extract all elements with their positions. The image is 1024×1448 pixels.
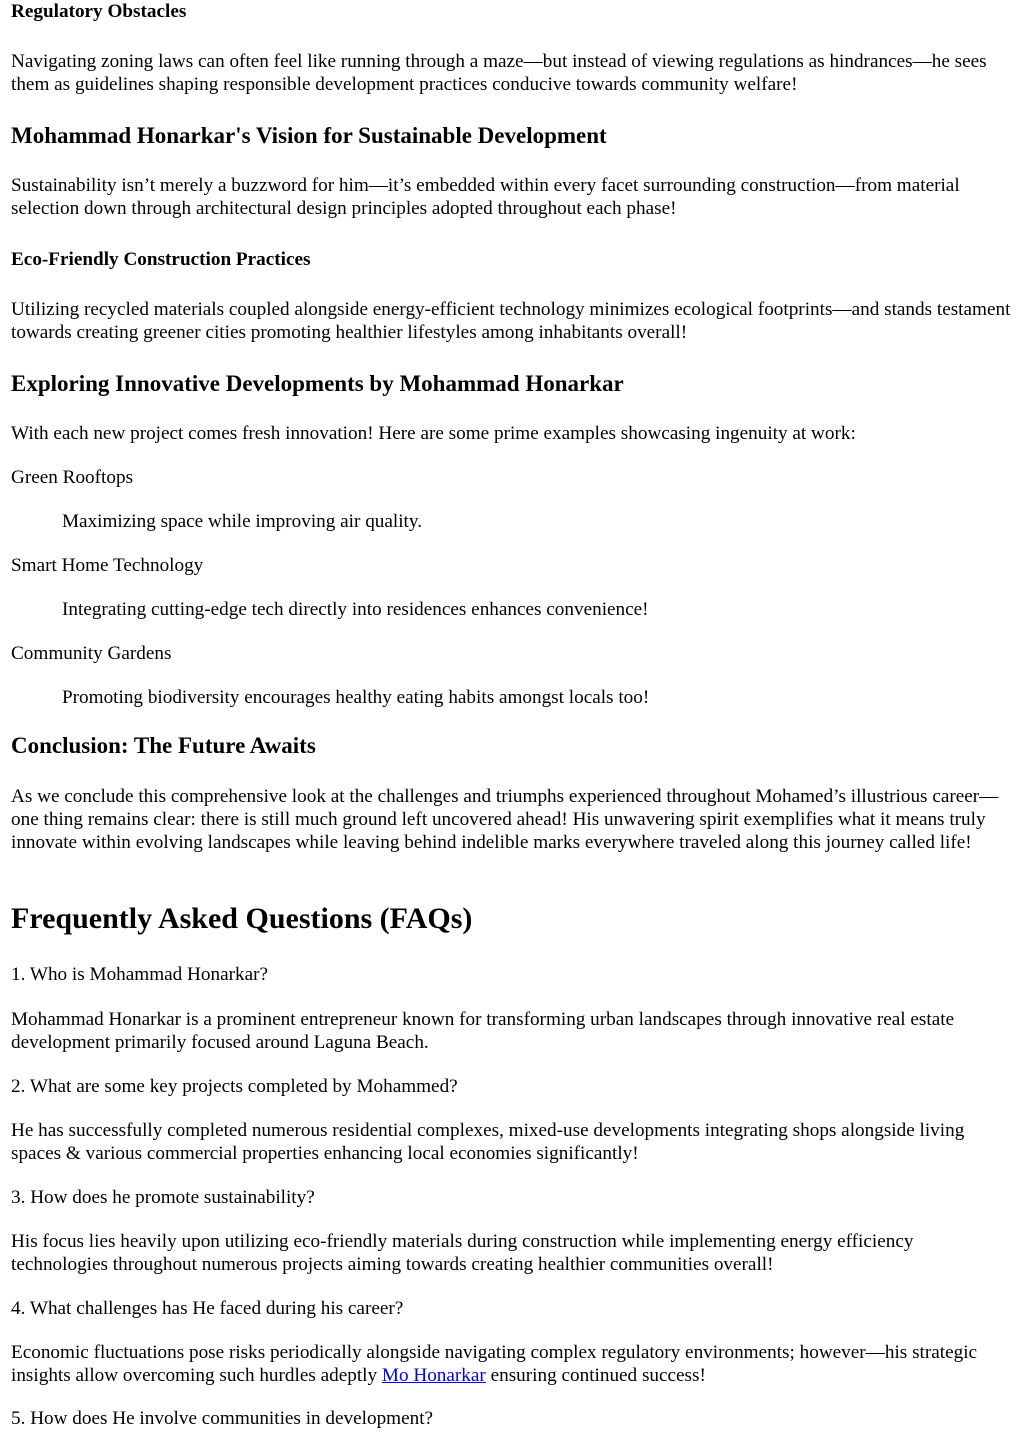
faq-question: 2. What are some key projects completed by Mohammed?: [11, 1076, 458, 1097]
eco-heading: Eco-Friendly Construction Practices: [11, 249, 311, 270]
regulatory-paragraph: Navigating zoning laws can often feel like running through a maze—but instead of viewing regulations as hindrances—he sees them as guidelines shaping responsible development practices conducive towards community welfare!: [11, 51, 987, 95]
faq-heading: Frequently Asked Questions (FAQs): [11, 902, 473, 935]
faq-answer-text-after: ensuring continued success!: [485, 1365, 706, 1386]
example-term: Smart Home Technology: [11, 555, 204, 576]
innovative-heading: Exploring Innovative Developments by Mohammad Honarkar: [11, 371, 624, 396]
example-term: Community Gardens: [11, 643, 172, 664]
faq-answer: [11, 1341, 1013, 1387]
conclusion-paragraph: As we conclude this comprehensive look at the challenges and triumphs experienced throughout Mohamed’s illustrious career—one thing remains clear: there is still much ground left uncovered ahead! His unwavering spirit exemplifies what it means truly innovate within evolving landscapes while leaving behind indelible marks everywhere traveled along this journey called life!: [11, 786, 999, 853]
eco-paragraph: Utilizing recycled materials coupled alongside energy-efficient technology minimizes ecological footprints—and stands testament towards creating greener cities promoting healthier lifestyles among inhabitants overall!: [11, 299, 1011, 343]
faq-question: 3. How does he promote sustainability?: [11, 1187, 315, 1208]
vision-heading: Mohammad Honarkar's Vision for Sustainable Development: [11, 123, 607, 148]
faq-answer: Mohammad Honarkar is a prominent entrepreneur known for transforming urban landscapes through innovative real estate development primarily focused around Laguna Beach.: [11, 1009, 955, 1053]
example-description: Integrating cutting-edge tech directly into residences enhances convenience!: [62, 599, 649, 620]
faq-answer: He has successfully completed numerous residential complexes, mixed-use developments integrating shops alongside living spaces & various commercial properties enhancing local economies significantly!: [11, 1120, 965, 1164]
example-term: Green Rooftops: [11, 467, 134, 488]
faq-question: 4. What challenges has He faced during his career?: [11, 1298, 404, 1319]
example-description: Maximizing space while improving air quality.: [62, 511, 423, 532]
vision-paragraph: Sustainability isn’t merely a buzzword for him—it’s embedded within every facet surrounding construction—from material selection down through architectural design principles adopted throughout each phase!: [11, 175, 960, 219]
example-description: Promoting biodiversity encourages healthy eating habits amongst locals too!: [62, 687, 650, 708]
faq-answer: His focus lies heavily upon utilizing eco-friendly materials during construction while implementing energy efficiency technologies throughout numerous projects aiming towards creating healthier communities overall!: [11, 1231, 914, 1275]
innovative-paragraph: With each new project comes fresh innovation! Here are some prime examples showcasing ingenuity at work:: [11, 423, 856, 444]
conclusion-heading: Conclusion: The Future Awaits: [11, 733, 316, 758]
regulatory-heading: Regulatory Obstacles: [11, 1, 187, 22]
faq-question: 1. Who is Mohammad Honarkar?: [11, 964, 269, 985]
faq-answer-text-before: Economic fluctuations pose risks periodically alongside navigating complex regulatory environments; however—his strategic insights allow overcoming such hurdles adeptly: [11, 1342, 978, 1386]
faq-question: 5. How does He involve communities in development?: [11, 1408, 434, 1429]
mo-honarkar-link[interactable]: Mo Honarkar: [381, 1365, 486, 1386]
